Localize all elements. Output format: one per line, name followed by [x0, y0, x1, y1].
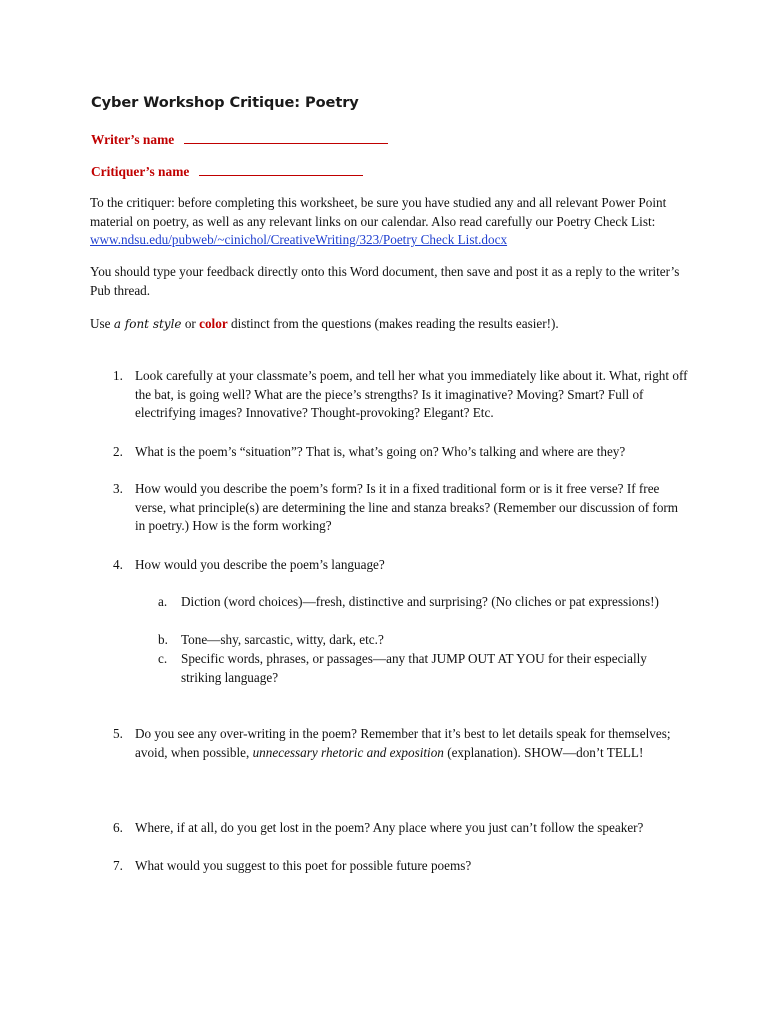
question-text: What is the poem’s “situation”? That is, what’s going on? Who’s talking and where are they?	[135, 444, 626, 459]
question-2	[113, 443, 688, 462]
document-title: Cyber Workshop Critique: Poetry	[91, 94, 359, 111]
critiquer-name-label: Critiquer’s name	[91, 164, 190, 179]
color-sample: color	[199, 316, 228, 331]
feedback-note-paragraph: You should type your feedback directly onto this Word document, then save and post it as a reply to the writer’s Pub thread.	[90, 264, 680, 298]
question-number: 1.	[113, 368, 123, 383]
style-note-prefix: Use	[90, 316, 114, 331]
question-number: 4.	[113, 557, 123, 572]
question-text: Where, if at all, do you get lost in the poem? Any place where you just can’t follow the speaker?	[135, 820, 644, 835]
critiquer-name-field[interactable]	[199, 163, 363, 176]
question-text: What would you suggest to this poet for possible future poems?	[135, 858, 472, 873]
question-text: How would you describe the poem’s form? Is it in a fixed traditional form or is it free verse? If free verse, what principle(s) are determining the line and stanza breaks? (Remember our discussion of form in poetry.) How is the form working?	[135, 481, 679, 534]
question-text: Look carefully at your classmate’s poem, and tell her what you immediately like about it. What, right off the bat, is going well? What are the piece’s strengths? Is it imaginative? Moving? Smart? Full of electrifying images? Innovative? Thought-provoking? Elegant? Etc.	[135, 368, 688, 421]
sub-item-text: Specific words, phrases, or passages—any that JUMP OUT AT YOU for their especially striking language?	[181, 651, 647, 685]
sub-item-letter: a.	[158, 594, 168, 609]
question-text	[135, 725, 688, 762]
question-5-italic-phrase: unnecessary rhetoric and exposition	[252, 744, 444, 760]
question-3	[113, 480, 688, 536]
question-5	[113, 725, 688, 762]
style-note-suffix: distinct from the questions (makes reading the results easier!).	[227, 316, 559, 331]
sub-item-letter: c.	[158, 651, 168, 666]
question-number: 2.	[113, 444, 123, 459]
font-style-sample: a font style	[113, 317, 182, 331]
question-4	[113, 556, 688, 575]
style-note-paragraph	[90, 315, 690, 334]
question-text: How would you describe the poem’s language?	[135, 557, 385, 572]
writer-name-line	[91, 131, 388, 150]
style-note-middle: or	[181, 316, 200, 331]
critiquer-name-line	[91, 163, 363, 182]
question-number: 7.	[113, 858, 123, 873]
question-number: 3.	[113, 481, 123, 496]
sub-item-a	[158, 593, 688, 612]
intro-text: To the critiquer: before completing this worksheet, be sure you have studied any and all relevant Power Point material on poetry, as well as any relevant links on our calendar. Also read carefully our Poetry Check List:	[90, 195, 667, 229]
question-7	[113, 857, 688, 876]
sub-item-text: Diction (word choices)—fresh, distinctive and surprising? (No cliches or pat expressions!)	[181, 594, 659, 609]
question-5-text-start: Do you see any over-writing in the poem? Remember that it’s best to let details speak for themselves; avoid, when possible,	[135, 726, 671, 760]
sub-item-text: Tone—shy, sarcastic, witty, dark, etc.?	[181, 632, 384, 647]
writer-name-label: Writer’s name	[91, 132, 175, 147]
sub-item-b	[158, 631, 688, 650]
question-1	[113, 367, 688, 423]
poetry-checklist-link[interactable]: www.ndsu.edu/pubweb/~cinichol/CreativeWriting/323/Poetry Check List.docx	[90, 232, 508, 248]
intro-paragraph	[90, 194, 690, 250]
question-5-text-end: (explanation). SHOW—don’t TELL!	[443, 744, 644, 760]
sub-item-letter: b.	[158, 632, 168, 647]
question-number: 5.	[113, 726, 123, 741]
sub-item-c	[158, 650, 688, 687]
question-number: 6.	[113, 820, 123, 835]
question-6	[113, 819, 688, 838]
writer-name-field[interactable]	[184, 131, 388, 144]
